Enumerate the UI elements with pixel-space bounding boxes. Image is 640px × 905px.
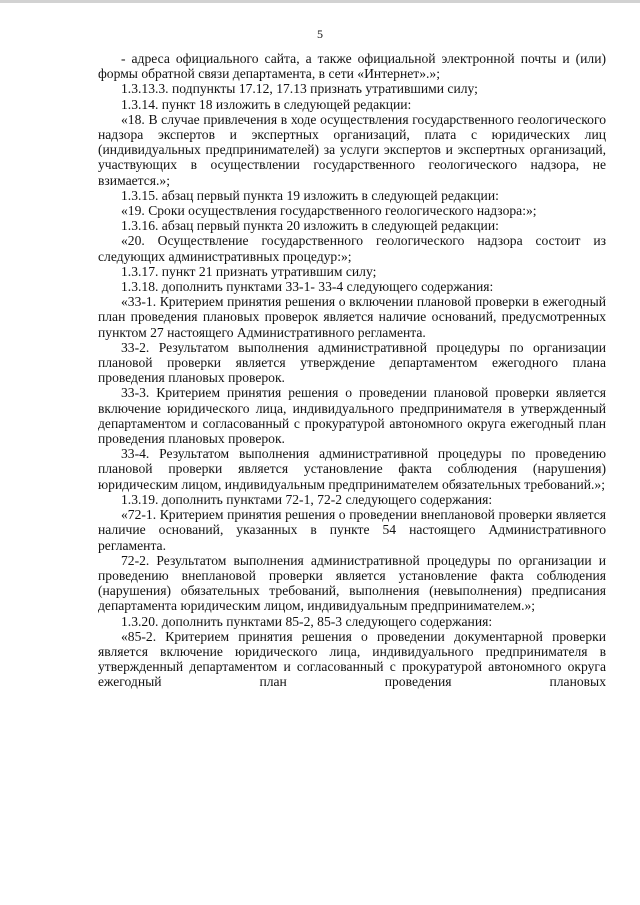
paragraph: 33-2. Результатом выполнения административной процедуры по организации плановой проверки является утверждение департаментом ежегодного плана проведения плановых проверок. [98, 339, 606, 386]
paragraph: 1.3.16. абзац первый пункта 20 изложить в следующей редакции: [121, 218, 499, 234]
scan-edge [0, 0, 640, 3]
paragraph: «19. Сроки осуществления государственного геологического надзора:»; [121, 203, 537, 219]
paragraph: 1.3.20. дополнить пунктами 85-2, 85-3 следующего содержания: [121, 613, 493, 629]
paragraph: 33-3. Критерием принятия решения о проведении плановой проверки является включение юридического лица, индивидуального предпринимателя в утвержденный департаментом и согласованный с прокуратурой автономного округа ежегодный план проведения плановых проверок. [98, 385, 606, 447]
paragraph: «72-1. Критерием принятия решения о проведении внеплановой проверки является наличие оснований, указанных в пункте 54 настоящего Административного регламента. [98, 507, 606, 553]
document-body [98, 51, 606, 690]
paragraph: 1.3.13.3. подпункты 17.12, 17.13 признать утратившими силу; [121, 81, 478, 97]
paragraph: «85-2. Критерием принятия решения о проведении документарной проверки является включение юридического лица, индивидуального предпринимателя в утвержденный департаментом и согласованный с прокуратурой автономного округа ежегодный план проведения плановых [98, 628, 606, 690]
paragraph: 1.3.14. пункт 18 изложить в следующей редакции: [121, 96, 412, 112]
paragraph: 33-4. Результатом выполнения административной процедуры по проведению плановой проверки является установление факта соблюдения (нарушения) юридическим лицом, индивидуальным предпринимателем обязательных требований.»; [98, 446, 606, 492]
paragraph: «18. В случае привлечения в ходе осуществления государственного геологического надзора экспертов и экспертных организаций, плата с юридических лиц (индивидуальных предпринимателей) за услуги экспертов и экспертных организаций, участвующих в осуществлении государственного геологического надзора, не взимается.»; [98, 111, 606, 188]
paragraph: «33-1. Критерием принятия решения о включении плановой проверки в ежегодный план проведения плановых проверок является наличие оснований, предусмотренных пунктом 27 настоящего Административного регламента. [98, 294, 606, 340]
paragraph: - адреса официального сайта, а также официальной электронной почты и (или) формы обратной связи департамента, в сети «Интернет».»; [98, 51, 606, 82]
paragraph: «20. Осуществление государственного геологического надзора состоит из следующих административных процедур:»; [98, 233, 606, 264]
paragraph: 1.3.18. дополнить пунктами 33-1- 33-4 следующего содержания: [121, 279, 494, 295]
paragraph: 72-2. Результатом выполнения административной процедуры по организации и проведению внеплановой проверки является установление факта соблюдения (нарушения) обязательных требований, выполнения (невыполнения) предписания департамента юридическим лицом, индивидуальным предпринимателем.»; [98, 552, 606, 614]
paragraph: 1.3.19. дополнить пунктами 72-1, 72-2 следующего содержания: [121, 491, 493, 507]
paragraph: 1.3.17. пункт 21 признать утратившим силу; [121, 263, 377, 279]
paragraph: 1.3.15. абзац первый пункта 19 изложить в следующей редакции: [121, 187, 499, 203]
page-number: 5 [317, 27, 323, 41]
